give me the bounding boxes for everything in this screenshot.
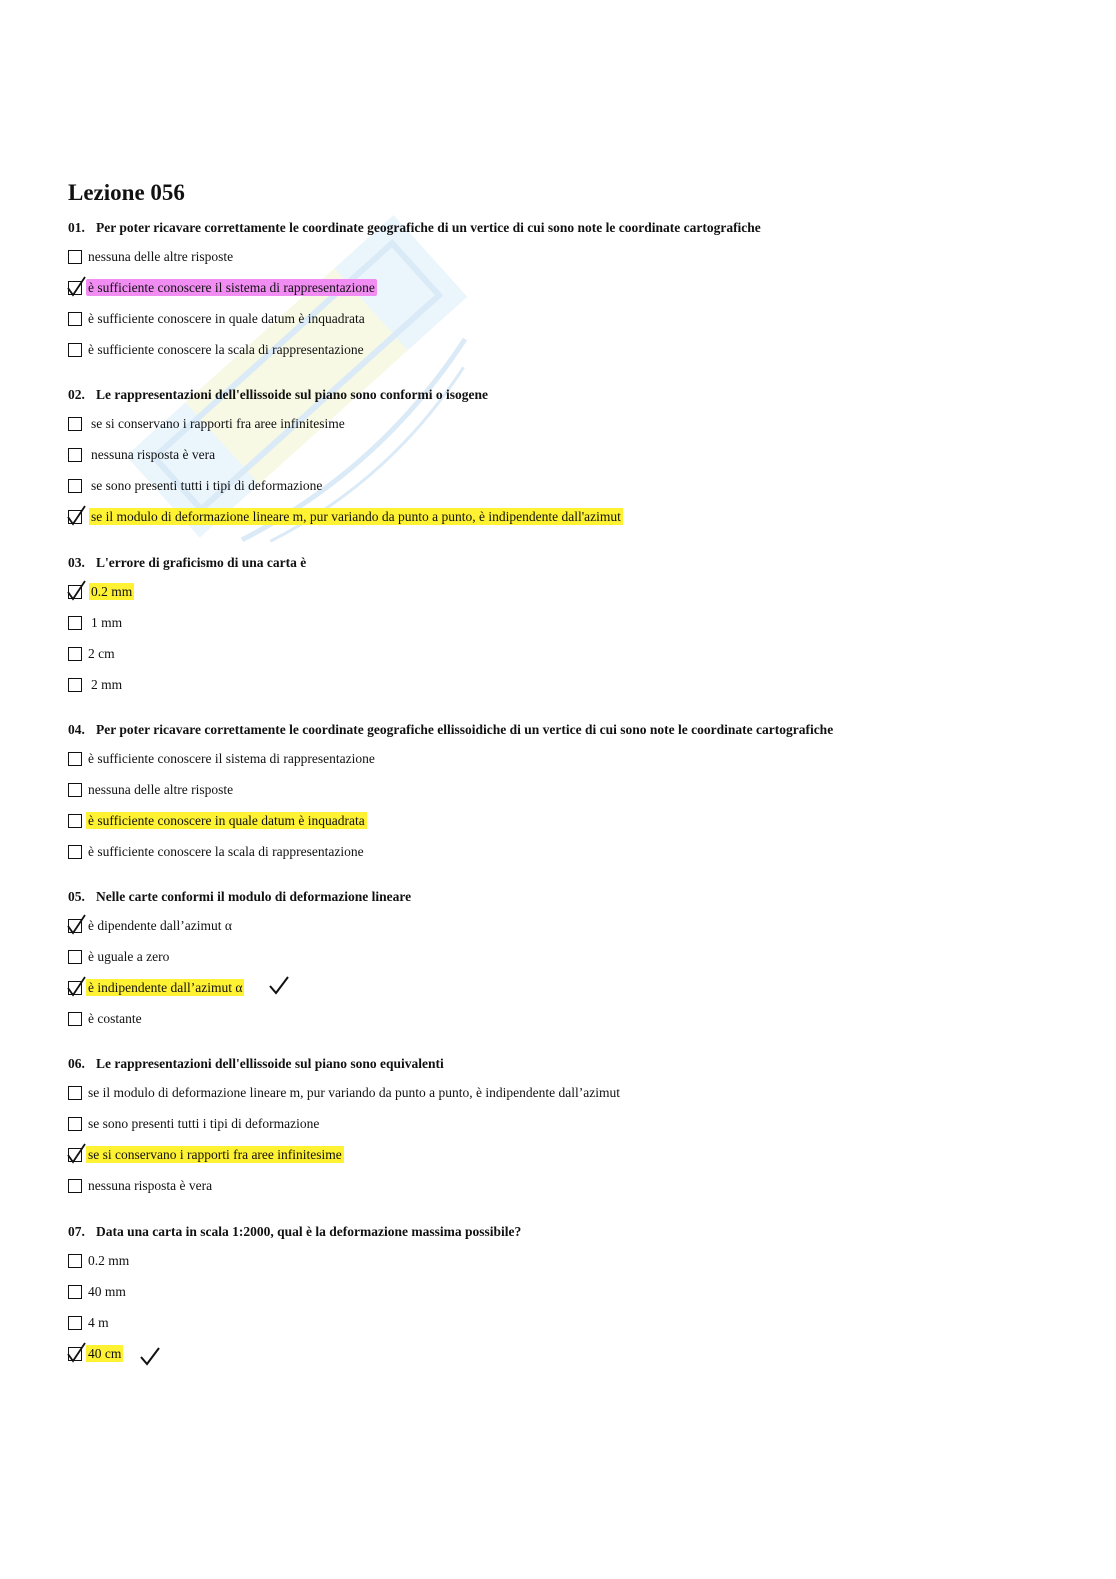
answer-option[interactable]: [68, 308, 367, 328]
checkbox-icon[interactable]: [68, 783, 82, 797]
answer-text: se si conservano i rapporti fra aree infinitesime: [88, 1146, 342, 1162]
answer-text: se sono presenti tutti i tipi di deformazione: [91, 477, 323, 493]
checkmark-icon: [66, 276, 88, 298]
answer-option[interactable]: [68, 612, 124, 632]
checkbox-icon[interactable]: [68, 1179, 82, 1193]
checkbox-icon[interactable]: [68, 1254, 82, 1268]
checkmark-icon: [66, 1143, 88, 1165]
answer-option[interactable]: [68, 748, 377, 768]
checkbox-icon[interactable]: [68, 250, 82, 264]
answer-option[interactable]: [68, 1113, 321, 1133]
question-number: 05.: [68, 889, 85, 904]
answer-text: 0.2 mm: [91, 583, 133, 599]
checkmark-icon: [139, 1346, 161, 1366]
answer-option[interactable]: [68, 1082, 622, 1102]
checkbox-icon[interactable]: [68, 616, 82, 630]
question-heading: [68, 555, 306, 571]
answer-option[interactable]: [68, 506, 623, 526]
answer-text: 0.2 mm: [88, 1252, 130, 1268]
answer-option[interactable]: [68, 1175, 214, 1195]
answer-option[interactable]: [68, 946, 171, 966]
checkmark-icon: [268, 975, 290, 995]
answer-option[interactable]: [68, 581, 134, 601]
checkbox-icon[interactable]: [68, 1347, 82, 1361]
answer-option[interactable]: [68, 1343, 123, 1363]
question-number: 07.: [68, 1224, 85, 1239]
question-heading: [68, 220, 761, 236]
checkmark-icon: [66, 1342, 88, 1364]
checkbox-icon[interactable]: [68, 312, 82, 326]
checkbox-icon[interactable]: [68, 479, 82, 493]
question-heading: [68, 722, 833, 738]
answer-text: nessuna risposta è vera: [88, 1177, 213, 1193]
answer-text: 4 m: [88, 1314, 109, 1330]
answer-option[interactable]: [68, 413, 347, 433]
question-number: 03.: [68, 555, 85, 570]
question-text: L'errore di graficismo di una carta è: [96, 555, 307, 570]
page-title: Lezione 056: [68, 180, 185, 205]
checkbox-icon[interactable]: [68, 1086, 82, 1100]
answer-text: se il modulo di deformazione lineare m, pur variando da punto a punto, è indipendente dall'azimut: [91, 508, 621, 524]
question-text: Le rappresentazioni dell'ellissoide sul piano sono conformi o isogene: [96, 387, 489, 402]
question-number: 04.: [68, 722, 85, 737]
checkbox-icon[interactable]: [68, 448, 82, 462]
checkbox-icon[interactable]: [68, 919, 82, 933]
answer-text: è uguale a zero: [88, 948, 170, 964]
checkmark-icon: [66, 505, 88, 527]
answer-text: se il modulo di deformazione lineare m, pur variando da punto a punto, è indipendente dall’azimut: [88, 1084, 620, 1100]
answer-option[interactable]: [68, 779, 235, 799]
answer-text: è indipendente dall’azimut α: [88, 979, 243, 995]
answer-text: è sufficiente conoscere il sistema di rappresentazione: [88, 279, 375, 295]
checkmark-icon: [66, 914, 88, 936]
checkbox-icon[interactable]: [68, 1117, 82, 1131]
answer-option[interactable]: [68, 1008, 144, 1028]
answer-text: è sufficiente conoscere in quale datum è inquadrata: [88, 812, 365, 828]
answer-text: 2 mm: [91, 676, 123, 692]
answer-option[interactable]: [68, 444, 217, 464]
answer-option[interactable]: [68, 1250, 131, 1270]
answer-text: è costante: [88, 1010, 142, 1026]
question-heading: [68, 1224, 521, 1240]
checkbox-icon[interactable]: [68, 510, 82, 524]
answer-option[interactable]: [68, 277, 377, 297]
checkbox-icon[interactable]: [68, 1285, 82, 1299]
checkbox-icon[interactable]: [68, 814, 82, 828]
question-heading: [68, 1056, 444, 1072]
answer-text: è dipendente dall’azimut α: [88, 917, 232, 933]
question-number: 06.: [68, 1056, 85, 1071]
checkbox-icon[interactable]: [68, 981, 82, 995]
answer-option[interactable]: [68, 1281, 128, 1301]
answer-text: 1 mm: [91, 614, 123, 630]
answer-text: 40 cm: [88, 1345, 122, 1361]
checkbox-icon[interactable]: [68, 950, 82, 964]
checkbox-icon[interactable]: [68, 1012, 82, 1026]
checkbox-icon[interactable]: [68, 647, 82, 661]
checkbox-icon[interactable]: [68, 585, 82, 599]
answer-text: nessuna delle altre risposte: [88, 781, 234, 797]
answer-option[interactable]: [68, 915, 234, 935]
checkbox-icon[interactable]: [68, 678, 82, 692]
answer-text: se sono presenti tutti i tipi di deformazione: [88, 1115, 320, 1131]
question-number: 01.: [68, 220, 85, 235]
answer-option[interactable]: [68, 810, 367, 830]
answer-option[interactable]: [68, 977, 244, 997]
answer-option[interactable]: [68, 339, 366, 359]
checkbox-icon[interactable]: [68, 1316, 82, 1330]
answer-text: è sufficiente conoscere il sistema di rappresentazione: [88, 750, 375, 766]
answer-text: nessuna risposta è vera: [91, 446, 216, 462]
question-text: Nelle carte conformi il modulo di deformazione lineare: [96, 889, 412, 904]
answer-option[interactable]: [68, 643, 117, 663]
answer-option[interactable]: [68, 674, 124, 694]
question-text: Le rappresentazioni dell'ellissoide sul piano sono equivalenti: [96, 1056, 444, 1071]
question-text: Per poter ricavare correttamente le coordinate geografiche di un vertice di cui sono note le coordinate cartografiche: [96, 220, 761, 235]
answer-text: 40 mm: [88, 1283, 126, 1299]
answer-option[interactable]: [68, 841, 366, 861]
checkbox-icon[interactable]: [68, 281, 82, 295]
checkmark-icon: [66, 580, 88, 602]
question-heading: [68, 387, 488, 403]
question-text: Per poter ricavare correttamente le coordinate geografiche ellissoidiche di un vertice di cui sono note le coordinate cartografiche: [96, 722, 834, 737]
checkbox-icon[interactable]: [68, 343, 82, 357]
question-number: 02.: [68, 387, 85, 402]
checkmark-icon: [66, 976, 88, 998]
answer-text: è sufficiente conoscere la scala di rappresentazione: [88, 341, 364, 357]
answer-option[interactable]: [68, 1144, 344, 1164]
question-text: Data una carta in scala 1:2000, qual è la deformazione massima possibile?: [96, 1224, 522, 1239]
answer-option[interactable]: [68, 475, 324, 495]
question-heading: [68, 889, 411, 905]
answer-option[interactable]: [68, 246, 235, 266]
checkbox-icon[interactable]: [68, 845, 82, 859]
answer-text: 2 cm: [88, 645, 115, 661]
checkbox-icon[interactable]: [68, 1148, 82, 1162]
answer-option[interactable]: [68, 1312, 111, 1332]
checkbox-icon[interactable]: [68, 417, 82, 431]
answer-text: è sufficiente conoscere la scala di rappresentazione: [88, 843, 364, 859]
answer-text: se si conservano i rapporti fra aree infinitesime: [91, 415, 345, 431]
answer-text: nessuna delle altre risposte: [88, 248, 234, 264]
checkbox-icon[interactable]: [68, 752, 82, 766]
answer-text: è sufficiente conoscere in quale datum è inquadrata: [88, 310, 365, 326]
